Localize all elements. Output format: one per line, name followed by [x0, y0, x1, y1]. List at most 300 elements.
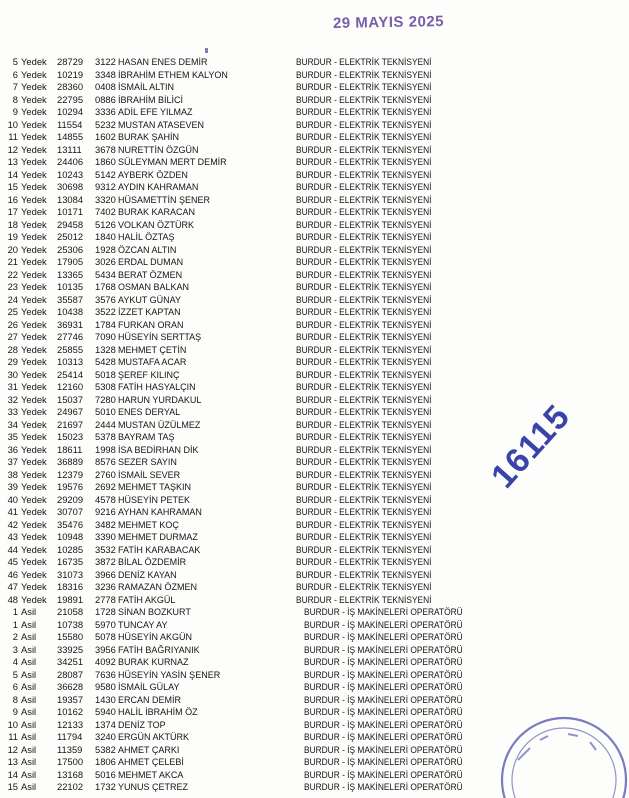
- table-row: [0, 556, 629, 569]
- row-id-part-1: 36889: [57, 456, 84, 467]
- row-id-part-1: 10294: [57, 106, 84, 117]
- row-name: HÜSEYİN YASİN ŞENER: [118, 668, 221, 680]
- row-id-part-1: 10162: [57, 706, 84, 717]
- row-number: 20: [7, 243, 18, 255]
- row-number: 33: [7, 406, 18, 417]
- row-status: Yedek: [21, 481, 47, 492]
- row-id-part-2: 3026: [95, 256, 116, 267]
- row-id-part-2: 5940: [95, 706, 116, 717]
- row-name: İZZET KAPTAN: [118, 306, 181, 317]
- row-number: 36: [7, 443, 18, 455]
- row-name: HASAN ENES DEMİR: [118, 56, 208, 67]
- row-name: NURETTİN ÖZGÜN: [118, 143, 199, 155]
- row-id-part-2: 9312: [95, 181, 116, 192]
- row-id-part-2: 5970: [95, 618, 116, 630]
- table-row: [0, 294, 629, 307]
- row-number: 48: [7, 593, 18, 605]
- row-position: BURDUR - ELEKTRİK TEKNİSYENİ: [296, 407, 432, 417]
- row-name: MEHMET AKCA: [118, 768, 184, 780]
- row-id-part-2: 1602: [95, 131, 116, 142]
- row-position: BURDUR - ELEKTRİK TEKNİSYENİ: [296, 169, 432, 180]
- row-number: 45: [7, 556, 18, 567]
- row-id-part-2: 0886: [95, 93, 116, 105]
- row-status: Yedek: [21, 156, 47, 167]
- row-name: BERAT ÖZMEN: [118, 268, 183, 280]
- table-row: [0, 344, 629, 357]
- row-id-part-2: 4092: [95, 656, 116, 667]
- row-position: BURDUR - ELEKTRİK TEKNİSYENİ: [296, 257, 432, 267]
- row-id-part-2: 2444: [95, 418, 116, 430]
- row-status: Asil: [21, 643, 37, 655]
- row-name: HALİL ÖZTAŞ: [118, 231, 175, 242]
- row-position: BURDUR - İŞ MAKİNELERİ OPERATÖRÜ: [304, 719, 463, 730]
- row-id-part-1: 22102: [57, 781, 84, 792]
- row-status: Yedek: [21, 81, 47, 92]
- row-position: BURDUR - ELEKTRİK TEKNİSYENİ: [296, 357, 432, 367]
- row-id-part-2: 7280: [95, 393, 116, 405]
- row-name: MEHMET TAŞKIN: [118, 481, 192, 492]
- row-id-part-2: 3320: [95, 193, 116, 205]
- row-id-part-2: 1374: [95, 718, 116, 730]
- row-id-part-2: 7636: [95, 668, 116, 680]
- row-name: DENİZ TOP: [118, 718, 166, 730]
- row-position: BURDUR - ELEKTRİK TEKNİSYENİ: [296, 494, 432, 505]
- row-id-part-1: 13084: [57, 193, 84, 205]
- row-number: 7: [12, 81, 18, 92]
- row-id-part-1: 27746: [57, 331, 84, 342]
- row-id-part-1: 15580: [57, 631, 84, 642]
- row-number: 14: [7, 168, 18, 180]
- table-row: [0, 156, 629, 169]
- row-status: Yedek: [21, 293, 47, 305]
- row-number: 5: [12, 56, 18, 67]
- row-number: 8: [12, 693, 18, 705]
- row-number: 16: [7, 193, 18, 205]
- row-name: SEZER SAYIN: [118, 456, 177, 467]
- row-number: 5: [12, 668, 18, 680]
- row-status: Asil: [21, 656, 37, 667]
- row-number: 24: [7, 293, 18, 305]
- table-row: [0, 169, 629, 182]
- row-position: BURDUR - ELEKTRİK TEKNİSYENİ: [296, 382, 432, 392]
- row-status: Yedek: [21, 181, 47, 192]
- row-name: İSA BEDİRHAN DİK: [118, 443, 199, 455]
- row-position: BURDUR - ELEKTRİK TEKNİSYENİ: [296, 332, 432, 342]
- row-name: BURAK ŞAHİN: [118, 131, 180, 142]
- row-position: BURDUR - ELEKTRİK TEKNİSYENİ: [296, 57, 432, 67]
- row-status: Yedek: [21, 231, 47, 242]
- table-row: [0, 194, 629, 207]
- row-id-part-1: 13365: [57, 268, 84, 280]
- row-position: BURDUR - ELEKTRİK TEKNİSYENİ: [296, 157, 432, 167]
- row-status: Yedek: [21, 456, 47, 467]
- row-number: 10: [7, 718, 18, 730]
- row-status: Yedek: [21, 518, 47, 530]
- row-name: BİLAL ÖZDEMİR: [118, 556, 187, 567]
- row-name: ENES DERYAL: [118, 406, 181, 417]
- row-name: SİNAN BOZKURT: [118, 606, 191, 617]
- table-row: [0, 69, 629, 82]
- row-status: Yedek: [21, 93, 47, 105]
- row-position: BURDUR - ELEKTRİK TEKNİSYENİ: [296, 244, 432, 255]
- row-id-part-2: 2760: [95, 468, 116, 480]
- row-position: BURDUR - İŞ MAKİNELERİ OPERATÖRÜ: [304, 607, 463, 617]
- row-status: Asil: [21, 718, 37, 730]
- row-number: 2: [12, 631, 18, 642]
- table-row: [0, 531, 629, 544]
- row-position: BURDUR - ELEKTRİK TEKNİSYENİ: [296, 119, 432, 130]
- row-id-part-2: 1928: [95, 243, 116, 255]
- row-status: Yedek: [21, 306, 47, 317]
- row-status: Asil: [21, 743, 37, 755]
- row-position: BURDUR - ELEKTRİK TEKNİSYENİ: [296, 182, 432, 192]
- row-position: BURDUR - ELEKTRİK TEKNİSYENİ: [296, 369, 432, 380]
- row-status: Yedek: [21, 218, 47, 230]
- row-position: BURDUR - ELEKTRİK TEKNİSYENİ: [296, 419, 432, 430]
- row-id-part-2: 3390: [95, 531, 116, 542]
- table-row: [0, 106, 629, 119]
- pen-mark: [205, 48, 208, 53]
- table-row: [0, 181, 629, 194]
- table-row: [0, 381, 629, 394]
- row-id-part-2: 7090: [95, 331, 116, 342]
- row-number: 3: [12, 643, 18, 655]
- row-name: BURAK KARACAN: [118, 206, 196, 217]
- row-id-part-2: 1998: [95, 443, 116, 455]
- row-status: Yedek: [21, 256, 47, 267]
- row-status: Yedek: [21, 281, 47, 292]
- row-number: 44: [7, 543, 18, 555]
- row-status: Yedek: [21, 393, 47, 405]
- row-position: BURDUR - İŞ MAKİNELERİ OPERATÖRÜ: [304, 644, 463, 655]
- row-number: 12: [7, 143, 18, 155]
- row-name: VOLKAN ÖZTÜRK: [118, 218, 195, 230]
- row-id-part-1: 11794: [57, 731, 83, 742]
- row-status: Yedek: [21, 68, 47, 80]
- row-status: Yedek: [21, 443, 47, 455]
- row-status: Yedek: [21, 318, 47, 330]
- row-id-part-1: 14855: [57, 131, 84, 142]
- row-id-part-1: 21058: [57, 606, 84, 617]
- row-position: BURDUR - ELEKTRİK TEKNİSYENİ: [296, 432, 432, 442]
- row-number: 31: [7, 381, 18, 392]
- row-name: TUNCAY AY: [118, 618, 168, 630]
- row-id-part-2: 5382: [95, 743, 116, 755]
- row-name: AYKUT GÜNAY: [118, 293, 182, 305]
- row-number: 11: [8, 731, 18, 742]
- table-row: [0, 644, 629, 657]
- row-id-part-1: 31073: [57, 568, 84, 580]
- table-row: [0, 656, 629, 669]
- row-name: HÜSEYİN AKGÜN: [118, 631, 193, 642]
- row-number: 39: [7, 481, 18, 492]
- row-number: 6: [12, 681, 18, 692]
- row-position: BURDUR - ELEKTRİK TEKNİSYENİ: [296, 519, 432, 530]
- row-name: MUSTAFA ACAR: [118, 356, 187, 367]
- row-number: 32: [7, 393, 18, 405]
- row-id-part-2: 5018: [95, 368, 116, 380]
- row-name: MEHMET DURMAZ: [118, 531, 198, 542]
- row-id-part-1: 25414: [57, 368, 84, 380]
- row-number: 13: [7, 756, 18, 767]
- row-status: Yedek: [21, 493, 47, 505]
- row-number: 35: [7, 431, 18, 442]
- row-id-part-2: 5308: [95, 381, 116, 392]
- row-id-part-2: 3482: [95, 518, 116, 530]
- row-name: ADİL EFE YILMAZ: [118, 106, 193, 117]
- date-stamp: 29 MAYIS 2025: [332, 13, 445, 32]
- row-position: BURDUR - İŞ MAKİNELERİ OPERATÖRÜ: [304, 632, 463, 642]
- table-row: [0, 544, 629, 557]
- row-status: Asil: [21, 618, 37, 630]
- row-position: BURDUR - ELEKTRİK TEKNİSYENİ: [296, 469, 432, 480]
- row-status: Yedek: [21, 343, 47, 355]
- row-status: Yedek: [21, 568, 47, 580]
- row-number: 22: [7, 268, 18, 280]
- row-status: Asil: [21, 706, 37, 717]
- row-status: Yedek: [21, 193, 47, 205]
- row-position: BURDUR - ELEKTRİK TEKNİSYENİ: [296, 194, 432, 205]
- table-row: [0, 669, 629, 682]
- row-id-part-2: 3236: [95, 581, 116, 592]
- row-id-part-1: 19576: [57, 481, 84, 492]
- row-status: Asil: [21, 631, 37, 642]
- row-id-part-1: 10438: [57, 306, 84, 317]
- row-name: MEHMET KOÇ: [118, 518, 179, 530]
- row-number: 26: [7, 318, 18, 330]
- row-id-part-1: 28360: [57, 81, 84, 92]
- row-id-part-2: 8576: [95, 456, 116, 467]
- row-position: BURDUR - ELEKTRİK TEKNİSYENİ: [296, 69, 432, 80]
- row-name: İSMAİL SEVER: [118, 468, 181, 480]
- row-status: Yedek: [21, 118, 47, 130]
- table-row: [0, 481, 629, 494]
- row-status: Yedek: [21, 206, 47, 217]
- row-status: Asil: [21, 693, 37, 705]
- row-position: BURDUR - ELEKTRİK TEKNİSYENİ: [296, 219, 432, 230]
- table-row: [0, 594, 629, 607]
- table-row: [0, 331, 629, 344]
- row-id-part-2: 7402: [95, 206, 116, 217]
- row-id-part-2: 5016: [95, 768, 116, 780]
- row-status: Yedek: [21, 381, 47, 392]
- table-row: [0, 131, 629, 144]
- row-status: Yedek: [21, 506, 47, 517]
- row-status: Asil: [21, 731, 37, 742]
- row-status: Yedek: [21, 243, 47, 255]
- row-id-part-2: 3522: [95, 306, 116, 317]
- row-id-part-2: 1806: [95, 756, 116, 767]
- row-id-part-1: 15023: [57, 431, 84, 442]
- row-position: BURDUR - ELEKTRİK TEKNİSYENİ: [296, 132, 432, 142]
- row-position: BURDUR - İŞ MAKİNELERİ OPERATÖRÜ: [304, 669, 463, 680]
- row-id-part-2: 5142: [95, 168, 116, 180]
- row-id-part-1: 35476: [57, 518, 84, 530]
- row-number: 12: [7, 743, 18, 755]
- row-position: BURDUR - ELEKTRİK TEKNİSYENİ: [296, 444, 432, 455]
- row-id-part-2: 1328: [95, 343, 116, 355]
- row-id-part-2: 9580: [95, 681, 116, 692]
- row-number: 40: [7, 493, 18, 505]
- table-row: [0, 206, 629, 219]
- row-id-part-1: 10219: [57, 68, 84, 80]
- row-id-part-1: 29458: [57, 218, 84, 230]
- row-status: Asil: [21, 768, 37, 780]
- row-name: HÜSEYİN SERTTAŞ: [118, 331, 202, 342]
- row-id-part-2: 3122: [95, 56, 116, 67]
- row-number: 18: [7, 218, 18, 230]
- row-number: 15: [7, 181, 18, 192]
- row-id-part-2: 1732: [95, 781, 116, 792]
- table-row: [0, 319, 629, 332]
- row-number: 11: [8, 131, 18, 142]
- row-id-part-2: 5126: [95, 218, 116, 230]
- row-status: Asil: [21, 781, 37, 792]
- row-id-part-1: 36628: [57, 681, 84, 692]
- row-id-part-2: 2692: [95, 481, 116, 492]
- row-position: BURDUR - ELEKTRİK TEKNİSYENİ: [296, 319, 432, 330]
- row-number: 13: [7, 156, 18, 167]
- row-id-part-1: 10243: [57, 168, 84, 180]
- row-name: ERGÜN AKTÜRK: [118, 731, 190, 742]
- row-position: BURDUR - İŞ MAKİNELERİ OPERATÖRÜ: [304, 682, 463, 692]
- row-id-part-2: 2778: [95, 593, 116, 605]
- row-id-part-2: 3956: [95, 643, 116, 655]
- row-id-part-1: 30707: [57, 506, 84, 517]
- row-id-part-2: 1430: [95, 693, 116, 705]
- row-id-part-1: 24967: [57, 406, 84, 417]
- row-status: Yedek: [21, 543, 47, 555]
- table-row: [0, 369, 629, 382]
- row-name: AYDIN KAHRAMAN: [118, 181, 199, 192]
- row-status: Yedek: [21, 418, 47, 430]
- row-name: RAMAZAN ÖZMEN: [118, 581, 198, 592]
- row-id-part-1: 10738: [57, 618, 84, 630]
- table-row: [0, 606, 629, 619]
- row-number: 8: [12, 93, 18, 105]
- row-position: BURDUR - ELEKTRİK TEKNİSYENİ: [296, 582, 432, 592]
- row-name: OSMAN BALKAN: [118, 281, 190, 292]
- row-number: 25: [7, 306, 18, 317]
- row-status: Yedek: [21, 468, 47, 480]
- table-row: [0, 269, 629, 282]
- table-row: [0, 256, 629, 269]
- row-name: AYHAN KAHRAMAN: [118, 506, 202, 517]
- row-id-part-1: 25855: [57, 343, 84, 355]
- row-id-part-1: 16735: [57, 556, 84, 567]
- row-number: 37: [7, 456, 18, 467]
- table-row: [0, 281, 629, 294]
- row-status: Yedek: [21, 431, 47, 442]
- row-number: 6: [12, 68, 18, 80]
- row-id-part-1: 10135: [57, 281, 84, 292]
- row-status: Yedek: [21, 168, 47, 180]
- row-position: BURDUR - ELEKTRİK TEKNİSYENİ: [296, 394, 432, 405]
- row-id-part-1: 17500: [57, 756, 84, 767]
- table-row: [0, 56, 629, 69]
- row-position: BURDUR - ELEKTRİK TEKNİSYENİ: [296, 544, 432, 555]
- row-number: 29: [7, 356, 18, 367]
- table-row: [0, 144, 629, 157]
- row-id-part-1: 35587: [57, 293, 84, 305]
- row-status: Yedek: [21, 268, 47, 280]
- row-id-part-2: 1860: [95, 156, 116, 167]
- row-id-part-1: 33925: [57, 643, 84, 655]
- row-number: 19: [7, 231, 18, 242]
- row-number: 46: [7, 568, 18, 580]
- table-row: [0, 81, 629, 94]
- table-row: [0, 244, 629, 257]
- row-number: 4: [12, 656, 18, 667]
- row-id-part-1: 22795: [57, 93, 84, 105]
- row-position: BURDUR - ELEKTRİK TEKNİSYENİ: [296, 557, 432, 567]
- row-status: Yedek: [21, 143, 47, 155]
- row-number: 41: [7, 506, 18, 517]
- row-position: BURDUR - İŞ MAKİNELERİ OPERATÖRÜ: [304, 619, 463, 630]
- row-position: BURDUR - ELEKTRİK TEKNİSYENİ: [296, 232, 432, 242]
- row-position: BURDUR - ELEKTRİK TEKNİSYENİ: [296, 207, 432, 217]
- row-id-part-1: 28729: [57, 56, 84, 67]
- row-number: 23: [7, 281, 18, 292]
- table-row: [0, 94, 629, 107]
- row-id-part-2: 5378: [95, 431, 116, 442]
- row-number: 30: [7, 368, 18, 380]
- table-row: [0, 681, 629, 694]
- row-position: BURDUR - ELEKTRİK TEKNİSYENİ: [296, 144, 432, 155]
- row-number: 21: [7, 256, 18, 267]
- row-id-part-2: 3678: [95, 143, 116, 155]
- row-id-part-1: 28087: [57, 668, 84, 680]
- row-id-part-1: 13111: [57, 143, 82, 155]
- table-row: [0, 519, 629, 532]
- row-number: 27: [7, 331, 18, 342]
- row-number: 43: [7, 531, 18, 542]
- row-number: 15: [7, 781, 18, 792]
- row-name: BAYRAM TAŞ: [118, 431, 175, 442]
- row-id-part-2: 4578: [95, 493, 116, 505]
- row-id-part-1: 29209: [57, 493, 84, 505]
- row-number: 47: [7, 581, 18, 592]
- row-id-part-2: 3240: [95, 731, 116, 742]
- row-position: BURDUR - ELEKTRİK TEKNİSYENİ: [296, 269, 432, 280]
- row-name: ŞEREF KILINÇ: [118, 368, 180, 380]
- row-name: HARUN YURDAKUL: [118, 393, 202, 405]
- row-name: ÖZCAN ALTIN: [118, 243, 177, 255]
- table-row: [0, 394, 629, 407]
- row-name: HÜSAMETTİN ŞENER: [118, 193, 211, 205]
- row-status: Asil: [21, 668, 37, 680]
- row-id-part-2: 5010: [95, 406, 116, 417]
- table-row: [0, 231, 629, 244]
- row-position: BURDUR - ELEKTRİK TEKNİSYENİ: [296, 344, 432, 355]
- table-row: [0, 506, 629, 519]
- row-number: 28: [7, 343, 18, 355]
- row-id-part-1: 34251: [57, 656, 84, 667]
- row-name: FATİH KARABACAK: [118, 543, 201, 555]
- row-id-part-2: 1840: [95, 231, 116, 242]
- row-status: Yedek: [21, 56, 47, 67]
- row-name: MUSTAN ATASEVEN: [118, 118, 205, 130]
- row-name: İSMAİL ALTIN: [118, 81, 175, 92]
- row-position: BURDUR - ELEKTRİK TEKNİSYENİ: [296, 107, 432, 117]
- row-name: FATİH AKGÜL: [118, 593, 176, 605]
- row-number: 9: [12, 106, 18, 117]
- row-name: MUSTAN ÜZÜLMEZ: [118, 418, 201, 430]
- row-id-part-2: 3576: [95, 293, 116, 305]
- row-position: BURDUR - ELEKTRİK TEKNİSYENİ: [296, 307, 432, 317]
- round-seal-icon: [478, 700, 629, 798]
- row-status: Yedek: [21, 406, 47, 417]
